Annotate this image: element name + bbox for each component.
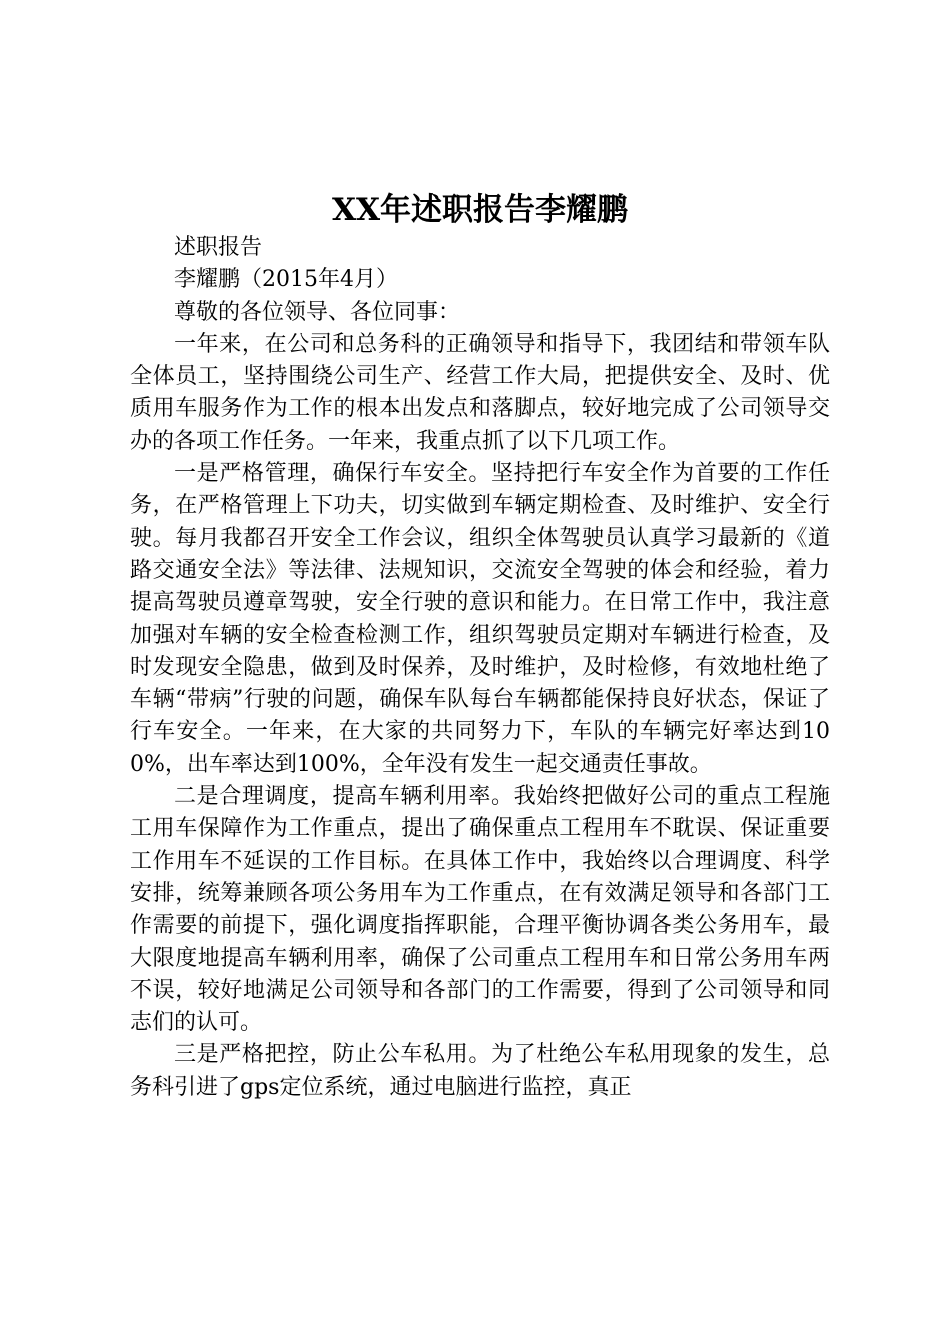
- paragraph-intro: 一年来，在公司和总务科的正确领导和指导下，我团结和带领车队全体员工，坚持围绕公司生产、经营工作大局，把提供安全、及时、优质用车服务作为工作的根本出发点和落脚点，较好地完成了公司领导交办的各项工作任务。一年来，我重点抓了以下几项工作。: [130, 331, 830, 454]
- paragraph-point-three: 三是严格把控，防止公车私用。为了杜绝公车私用现象的发生，总务科引进了gps定位系统，通过电脑进行监控，真正: [130, 1042, 830, 1100]
- paragraph-point-two: 二是合理调度，提高车辆利用率。我始终把做好公司的重点工程施工用车保障作为工作重点，提出了确保重点工程用车不耽误、保证重要工作用车不延误的工作目标。在具体工作中，我始终以合理调度、科学安排，统筹兼顾各项公务用车为工作重点，在有效满足领导和各部门工作需要的前提下，强化调度指挥职能，合理平衡协调各类公务用车，最大限度地提高车辆利用率，确保了公司重点工程用车和日常公务用车两不误，较好地满足公司领导和各部门的工作需要，得到了公司领导和同志们的认可。: [130, 784, 830, 1036]
- document-title: XX年述职报告李耀鹏: [331, 192, 629, 228]
- document-body: [130, 232, 830, 1104]
- paragraph-salutation: 尊敬的各位领导、各位同事：: [174, 299, 461, 325]
- paragraph-point-one: 一是严格管理，确保行车安全。坚持把行车安全作为首要的工作任务，在严格管理上下功夫，切实做到车辆定期检查、及时维护、安全行驶。每月我都召开安全工作会议，组织全体驾驶员认真学习最新的《道路交通安全法》等法律、法规知识，交流安全驾驶的体会和经验，着力提高驾驶员遵章驾驶，安全行驶的意识和能力。在日常工作中，我注意加强对车辆的安全检查检测工作，组织驾驶员定期对车辆进行检查，及时发现安全隐患，做到及时保养，及时维护，及时检修，有效地杜绝了车辆“带病”行驶的问题，确保车队每台车辆都能保持良好状态，保证了行车安全。一年来，在大家的共同努力下，车队的车辆完好率达到100%，出车率达到100%，全年没有发生一起交通责任事故。: [130, 461, 830, 777]
- paragraph-heading-label: 述职报告: [174, 235, 263, 260]
- paragraph-author-date: 李耀鹏（2015年4月）: [174, 267, 398, 293]
